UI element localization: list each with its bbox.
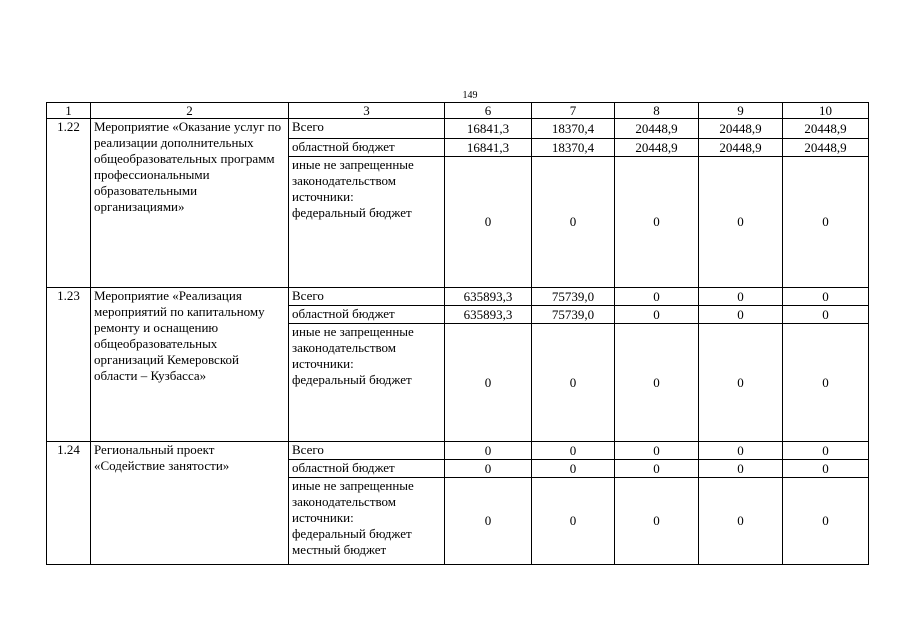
value-cell: 0 (783, 324, 869, 442)
table-row (47, 442, 869, 460)
value-cell: 0 (532, 460, 615, 478)
table-row (47, 288, 869, 306)
value-cell: 0 (615, 324, 699, 442)
header-col-7: 7 (532, 103, 615, 119)
value-cell: 0 (445, 324, 532, 442)
value-cell: 0 (699, 306, 783, 324)
value-cell: 20448,9 (783, 139, 869, 157)
header-row (47, 103, 869, 119)
value-cell: 0 (615, 460, 699, 478)
value-cell: 0 (783, 288, 869, 306)
value-cell: 0 (532, 157, 615, 288)
measure-name: Региональный проект «Содействие занятости» (91, 442, 289, 565)
value-cell: 0 (445, 460, 532, 478)
source-label: иные не запрещенные законодательством источники: федеральный бюджет (289, 157, 445, 288)
value-cell: 0 (783, 478, 869, 565)
row-number: 1.22 (47, 119, 91, 288)
measure-name: Мероприятие «Реализация мероприятий по капитальному ремонту и оснащению общеобразовательных организаций Кемеровской области – Кузбасса» (91, 288, 289, 442)
header-col-8: 8 (615, 103, 699, 119)
value-cell: 0 (783, 460, 869, 478)
value-cell: 20448,9 (699, 119, 783, 139)
value-cell: 0 (532, 324, 615, 442)
value-cell: 0 (445, 157, 532, 288)
value-cell: 20448,9 (783, 119, 869, 139)
row-number: 1.24 (47, 442, 91, 565)
header-col-6: 6 (445, 103, 532, 119)
header-col-10: 10 (783, 103, 869, 119)
budget-table (46, 102, 869, 565)
value-cell: 0 (615, 288, 699, 306)
value-cell: 20448,9 (615, 119, 699, 139)
value-cell: 0 (532, 478, 615, 565)
value-cell: 0 (699, 442, 783, 460)
value-cell: 0 (783, 157, 869, 288)
value-cell: 75739,0 (532, 288, 615, 306)
value-cell: 0 (615, 478, 699, 565)
value-cell: 18370,4 (532, 119, 615, 139)
header-col-3: 3 (289, 103, 445, 119)
value-cell: 0 (783, 442, 869, 460)
value-cell: 75739,0 (532, 306, 615, 324)
value-cell: 0 (699, 288, 783, 306)
value-cell: 635893,3 (445, 288, 532, 306)
value-cell: 0 (532, 442, 615, 460)
value-cell: 0 (699, 460, 783, 478)
source-label: областной бюджет (289, 306, 445, 324)
header-col-2: 2 (91, 103, 289, 119)
value-cell: 0 (615, 442, 699, 460)
value-cell: 16841,3 (445, 139, 532, 157)
source-label: областной бюджет (289, 460, 445, 478)
header-col-1: 1 (47, 103, 91, 119)
value-cell: 0 (615, 306, 699, 324)
value-cell: 16841,3 (445, 119, 532, 139)
value-cell: 0 (445, 478, 532, 565)
source-label: Всего (289, 442, 445, 460)
value-cell: 0 (699, 157, 783, 288)
value-cell: 20448,9 (615, 139, 699, 157)
source-label: иные не запрещенные законодательством источники: федеральный бюджет местный бюджет (289, 478, 445, 565)
measure-name: Мероприятие «Оказание услуг по реализации дополнительных общеобразовательных программ профессиональными образовательными организациями» (91, 119, 289, 288)
value-cell: 0 (783, 306, 869, 324)
value-cell: 635893,3 (445, 306, 532, 324)
value-cell: 20448,9 (699, 139, 783, 157)
header-col-9: 9 (699, 103, 783, 119)
source-label: иные не запрещенные законодательством источники: федеральный бюджет (289, 324, 445, 442)
row-number: 1.23 (47, 288, 91, 442)
page-number: 149 (462, 90, 478, 101)
value-cell: 18370,4 (532, 139, 615, 157)
source-label: Всего (289, 288, 445, 306)
value-cell: 0 (615, 157, 699, 288)
value-cell: 0 (699, 478, 783, 565)
value-cell: 0 (699, 324, 783, 442)
source-label: областной бюджет (289, 139, 445, 157)
table-row (47, 119, 869, 139)
source-label: Всего (289, 119, 445, 139)
value-cell: 0 (445, 442, 532, 460)
